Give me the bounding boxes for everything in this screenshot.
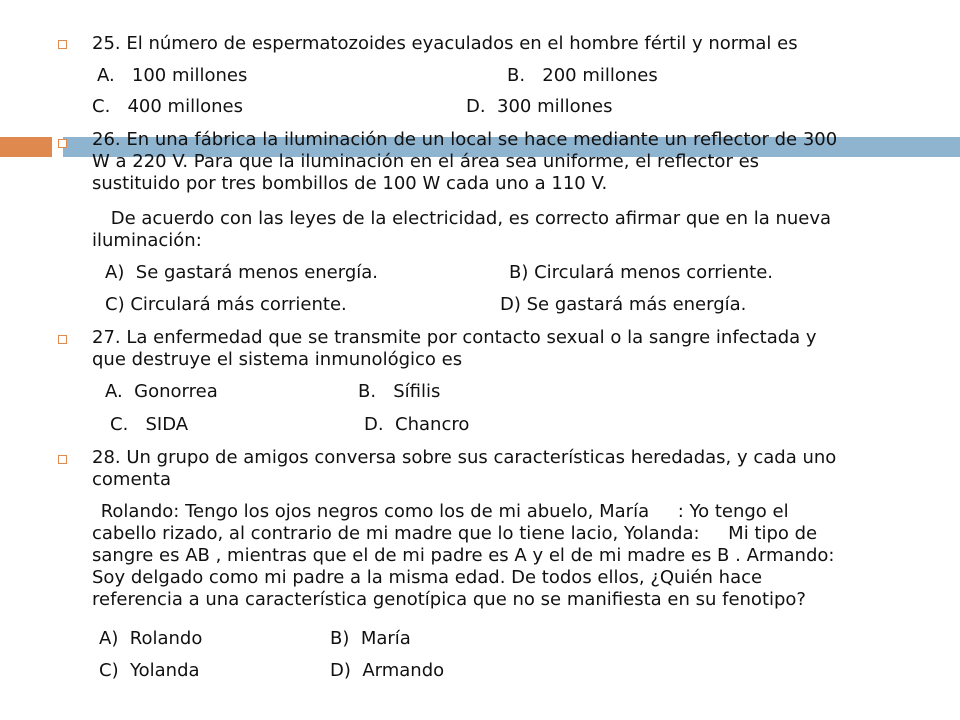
q26-stem-line3: sustituido por tres bombillos de 100 W cada uno a 110 V. [92, 173, 608, 194]
q25-stem: 25. El número de espermatozoides eyaculados en el hombre fértil y normal es [92, 33, 798, 54]
q28-stem-line2: comenta [92, 469, 172, 490]
q27-stem-line1: 27. La enfermedad que se transmite por contacto sexual o la sangre infectada y [92, 327, 817, 348]
q28-option-b: B) María [330, 628, 411, 649]
q26-option-a: A) Se gastará menos energía. [105, 262, 379, 283]
q28-paragraph-line1: Rolando: Tengo los ojos negros como los de mi abuelo, María : Yo tengo el [95, 501, 789, 522]
q25-option-d: D. 300 millones [466, 96, 613, 117]
q27-stem-line2: que destruye el sistema inmunológico es [92, 349, 463, 370]
q26-option-c: C) Circulará más corriente. [105, 294, 347, 315]
q26-option-b: B) Circulará menos corriente. [509, 262, 774, 283]
q28-paragraph-line4: Soy delgado como mi padre a la misma edad. De todos ellos, ¿Quién hace [92, 567, 763, 588]
q27-option-c: C. SIDA [110, 414, 189, 435]
q26-paragraph-line2: iluminación: [92, 230, 202, 251]
q28-stem-line1: 28. Un grupo de amigos conversa sobre sus características heredadas, y cada uno [92, 447, 837, 468]
bullet-icon [58, 455, 67, 464]
q27-option-a: A. Gonorrea [105, 381, 218, 402]
q28-option-a: A) Rolando [99, 628, 203, 649]
q26-option-d: D) Se gastará más energía. [500, 294, 747, 315]
q26-stem-line1: 26. En una fábrica la iluminación de un local se hace mediante un reflector de 300 [92, 129, 838, 150]
bullet-icon [58, 40, 67, 49]
q27-option-d: D. Chancro [364, 414, 470, 435]
q28-paragraph-line5: referencia a una característica genotípica que no se manifiesta en su fenotipo? [92, 589, 806, 610]
q26-stem-line2: W a 220 V. Para que la iluminación en el área sea uniforme, el reflector es [92, 151, 760, 172]
q25-option-c: C. 400 millones [92, 96, 243, 117]
q26-paragraph-line1: De acuerdo con las leyes de la electricidad, es correcto afirmar que en la nueva [105, 208, 832, 229]
bullet-icon [58, 335, 67, 344]
q28-paragraph-line3: sangre es AB , mientras que el de mi padre es A y el de mi madre es B . Armando: [92, 545, 835, 566]
q25-option-a: A. 100 millones [97, 65, 248, 86]
q28-paragraph-line2: cabello rizado, al contrario de mi madre que lo tiene lacio, Yolanda: Mi tipo de [92, 523, 818, 544]
q25-option-b: B. 200 millones [507, 65, 658, 86]
q28-option-d: D) Armando [330, 660, 445, 681]
q27-option-b: B. Sífilis [358, 381, 441, 402]
bullet-icon [58, 139, 67, 148]
q28-option-c: C) Yolanda [99, 660, 200, 681]
